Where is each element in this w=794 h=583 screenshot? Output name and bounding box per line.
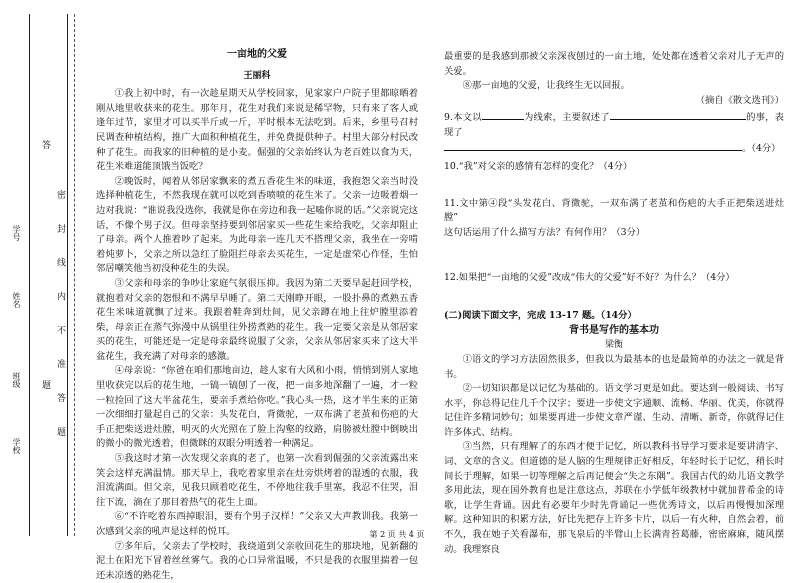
binding-mark-2: 题 [40, 380, 50, 389]
question-9-text-d: 。（4分） [742, 142, 781, 154]
article-2-paragraph-2: ②一切知识都是以记忆为基础的。语文学习更是如此。要达到一般阅读、书写水平，你总得记住几千个汉字；要进一步使文字通顺、流畅、华丽、优美，你就得记住许多精词妙句；如果要再进一步使文章严谨、生动、清晰、新奇，你就得记住许多体式、结构。 [444, 383, 784, 438]
seal-dashed-line [74, 14, 75, 536]
paragraph-6: ⑥“不许吃着东西掉眼泪，要有个男子汉样！”父亲又大声教训我。我第一次感到父亲的吼声是这样的悦耳。 [96, 511, 418, 537]
question-9-text-b: 为线索，主要叙述了 [523, 112, 610, 124]
paragraph-5: ⑤我这时才第一次发现父亲真的老了，也第一次看到倔强的父亲流露出来笑会这样充满温情。那天早上，我吃着家里亲在灶旁烘烤着的湿透的衣服，我泪流满面。但父亲，见我只顾着吃花生，不停地往我手里塞，我忍不住哭，泪往下流，滴在了那目着热气的花生上面。 [96, 453, 418, 508]
answer-blank-9a[interactable] [482, 110, 524, 120]
article-source: （摘自《散文选刊》） [695, 94, 784, 106]
article-author: 王丽科 [243, 70, 271, 81]
page-number: 第 2 页 共 4 页 [369, 530, 425, 539]
answer-space-10[interactable] [444, 175, 784, 197]
article-2-paragraph-3: ③当然，只有理解了的东西才便于记忆，所以教科书导学习要求是要讲清字、词、文章的含义。但道德的是人脑的生理规律正好相反，年轻时长于记忆，稍长时间长于理解，如果一切等理解之后再记便会“失之东隅”。我国古代的幼儿语文教学多用此法，现在国外教育也是注意这点，苏联在小学低年级教材中就加普希金的诗歌，让学生背诵。因此有必要年少时先背诵记一些优秀诗文，以后再慢慢加深理解。这种知识的积累方法，好比先把存上许多卡片，以后一有火种，自然会着，前不久，我在她子关看瀑布，那飞泉后的半臂山上长满青苔葛藤，密密麻麻，随风摆动。我理察良 [444, 441, 784, 555]
right-column [444, 50, 784, 557]
article-2-paragraph-1: ①语文的学习方法固然很多，但我以为最基本的也是最简单的办法之一就是背书。 [444, 353, 784, 380]
binding-mark-1: 答 [40, 140, 50, 149]
seal-line-text: 密 封 线 内 不 准 答 题 [55, 190, 65, 448]
binding-line-outer [29, 14, 30, 536]
answer-space-11[interactable] [444, 241, 784, 271]
label-name: 姓名 [12, 292, 21, 308]
label-class: 班级 [12, 372, 21, 388]
paragraph-7-cont: 最重要的是我感到那被父亲深夜刨过的一亩土地，处处都在透着父亲对儿子无声的关爱。 [444, 51, 784, 77]
left-column [96, 48, 418, 583]
label-student-no: 学号 [12, 225, 21, 241]
paragraph-1: ①我上初中时，有一次趁星期天从学校回家，见家家户户院子里都晾晒着刚从地里收获来的花生。那年月，花生对我们来说是稀罕物，只有来了客人或逢年过节，家里才可以买半斤或一斤，平时根本无法吃到。后来，乡里号召村民调查种植结构，推广大面积种植花生，并免费提供种子。村里大部分村民改种了花生。而我家的旧种植的是小麦。倔强的父亲始终认为老百姓以食为天，花生米难道能顶饿当饭吃？ [96, 88, 418, 173]
answer-blank-9b[interactable] [610, 110, 746, 120]
question-10: 10.“我”对父亲的感情有怎样的变化？（4分） [444, 161, 633, 173]
question-9 [444, 110, 784, 156]
label-school: 学校 [12, 438, 21, 454]
paragraph-4: ④母亲说：“你爸在咱们那地亩边，趁人家有大风和小雨，悄悄到别人家地里收获完以后的花生地，一镐一镐刨了一夜，把一亩多地深翻了一遍，才一粒一粒捡回了这大半盆花生，要亲手煮给你吃。”我心头一热，这才半生来的正第一次细细打量起自己的父亲：头发花白，背微驼，一双布满了老茧和伤疤的大手正把柴送进灶膛，明灭的火光照在了脸上沟壑的纹路，肩膀被灶膛中倒映出的微小的微光透着，但微眯的双眼分明透着一种满足。 [96, 365, 418, 450]
article-2-title: 背书是写作的基本功 [569, 324, 659, 336]
paragraph-2: ②晚饭时，闻着从邻居家飘来的煮五香花生米的味道，我抱怨父亲当时没选择种植花生，不然我现在就可以吃到香喷喷的花生米了。父亲一边吸着烟一边对我说：“谁说我没选你，我就是你在旁边和我一起嗑你说的话。”父亲说完这话，不像个男子汉。但母亲坚持要到邻居家买一些花生来给我吃，父亲却阻止了母亲。两个人推着吵了起来。为此母亲一连几天不搭理父亲，我坐在一旁啃着炖萝卜，父亲之所以急红了脸阻拦母亲去买花生，一定是虚荣心作怪，生怕邻居嘲笑他当初没种花生的失误。 [96, 175, 418, 275]
question-9-text-c: 的事，表现了 [444, 112, 784, 138]
section-2-heading: (二)阅读下面文字，完成 13-17 题。（14分） [444, 310, 637, 322]
paragraph-8: ⑧那一亩地的父爱，让我终生无以回报。 [462, 80, 630, 92]
answer-space-12[interactable] [444, 285, 784, 309]
binding-margin [0, 0, 90, 550]
question-9-text-a: 9.本文以 [444, 112, 482, 124]
paragraph-7: ⑦多年后，父亲去了学校时，我绕道到父亲收回花生的那块地，见新翻的泥土在阳光下冒着丝丝雾气。我的心口异常温暖，不只是我的衣服里揣着一包还未凉透的熟花生， [96, 540, 418, 581]
article-2-author: 梁衡 [604, 340, 623, 351]
binding-line-inner [67, 14, 68, 536]
question-11-line-1: 11.文中第④段“头发花白、背微驼，一双布满了老茧和伤疤的大手正把柴送进灶膛” [444, 197, 784, 224]
question-12: 12.如果把“一亩地的父爱”改成“伟大的父爱”好不好？为什么？（4分） [444, 271, 735, 283]
paragraph-3: ③父亲和母亲的争吵让家庭气氛很压抑。我因为第二天要早起赶回学校，就抱着对父亲的怨恨和不满早早睡了。第二天刚睁开眼，一股扑鼻的煮熟五香花生米味道就飘了过来。我跟着鞋奔到灶间，见父亲蹲在地上往炉膛里添着柴，母亲正在蒸气弥漫中从锅里往外捞煮熟的花生。我一定要父亲是从邻居家买的花生，可能还是一定是母亲最终说服了父亲，父亲从邻居家买来了这大半盆花生，我充满了对母亲的感激。 [96, 277, 418, 362]
article-title: 一亩地的父爱 [227, 49, 287, 60]
question-11-line-2: 这句话运用了什么描写方法？有何作用？（3分） [444, 226, 646, 238]
answer-blank-9c[interactable] [444, 141, 742, 151]
